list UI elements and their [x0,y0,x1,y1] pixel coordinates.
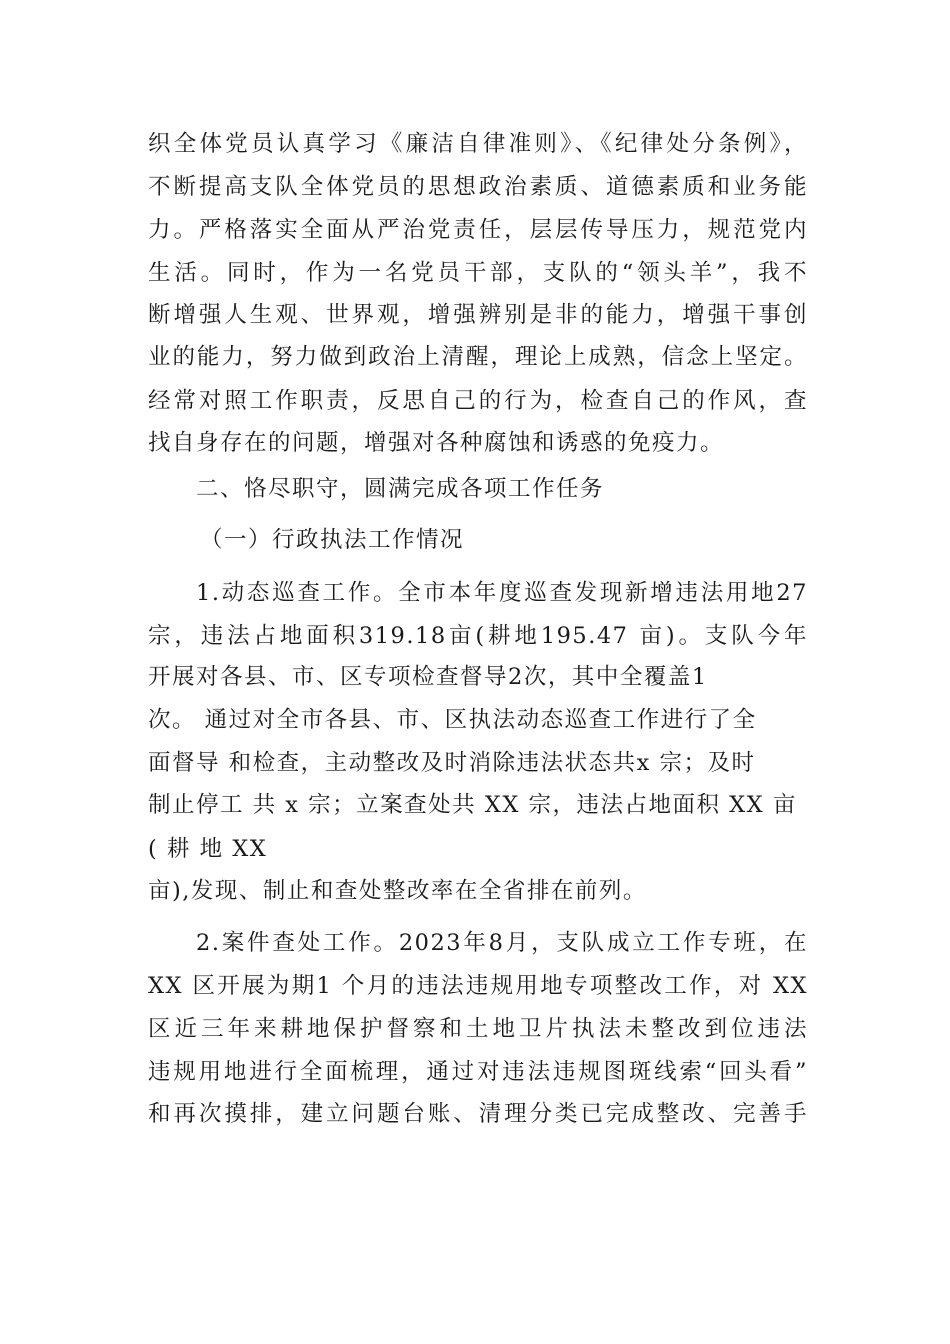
body-text-line: 次。 通过对全市各县、市、区执法动态巡查工作进行了全 [148,707,757,733]
body-text-line: 经常对照工作职责，反思自己的行为，检查自己的作风，查 [148,388,808,414]
subsection-heading: （一）行政执法工作情况 [200,527,465,553]
body-text-line: 力。严格落实全面从严治党责任，层层传导压力，规范党内 [148,217,808,243]
body-text-line: ( 耕 地 XX [148,836,268,862]
body-text-line: 织全体党员认真学习《廉洁自律准则》、《纪律处分条例》， [148,131,808,157]
section-heading: 二、恪尽职守，圆满完成各项工作任务 [196,476,605,502]
body-text-line: 断增强人生观、世界观，增强辨别是非的能力，增强干事创 [148,302,808,328]
body-text-line: 2.案件查处工作。2023年8月，支队成立工作专班，在 [196,930,808,956]
body-text-line: 找自身存在的问题，增强对各种腐蚀和诱惑的免疫力。 [148,430,725,456]
body-text-line: 亩),发现、制止和查处整改率在全省排在前列。 [148,878,647,904]
body-text-line: 业的能力，努力做到政治上清醒，理论上成熟，信念上坚定。 [148,344,808,370]
body-text-line: 开展对各县、市、区专项检查督导2次，其中全覆盖1 [148,664,708,690]
body-text-line: 和再次摸排，建立问题台账、清理分类已完成整改、完善手 [148,1101,808,1127]
body-text-line: 宗，违法占地面积319.18亩(耕地195.47 亩)。支队今年 [148,623,808,649]
body-text-line: XX 区开展为期1 个月的违法违规用地专项整改工作，对 XX [148,973,808,999]
body-text-line: 区近三年来耕地保护督察和土地卫片执法未整改到位违法 [148,1016,808,1042]
body-text-line: 1.动态巡查工作。全市本年度巡查发现新增违法用地27 [196,580,808,606]
body-text-line: 违规用地进行全面梳理，通过对违法违规图斑线索“回头看” [148,1059,808,1085]
body-text-line: 制止停工 共 x 宗；立案查处共 XX 宗，违法占地面积 XX 亩 [148,792,797,818]
body-text-line: 不断提高支队全体党员的思想政治素质、道德素质和业务能 [148,174,808,200]
body-text-line: 面督导 和检查，主动整改及时消除违法状态共x 宗；及时 [148,750,756,776]
body-text-line: 生活。同时，作为一名党员干部，支队的“领头羊”，我不 [148,260,808,286]
